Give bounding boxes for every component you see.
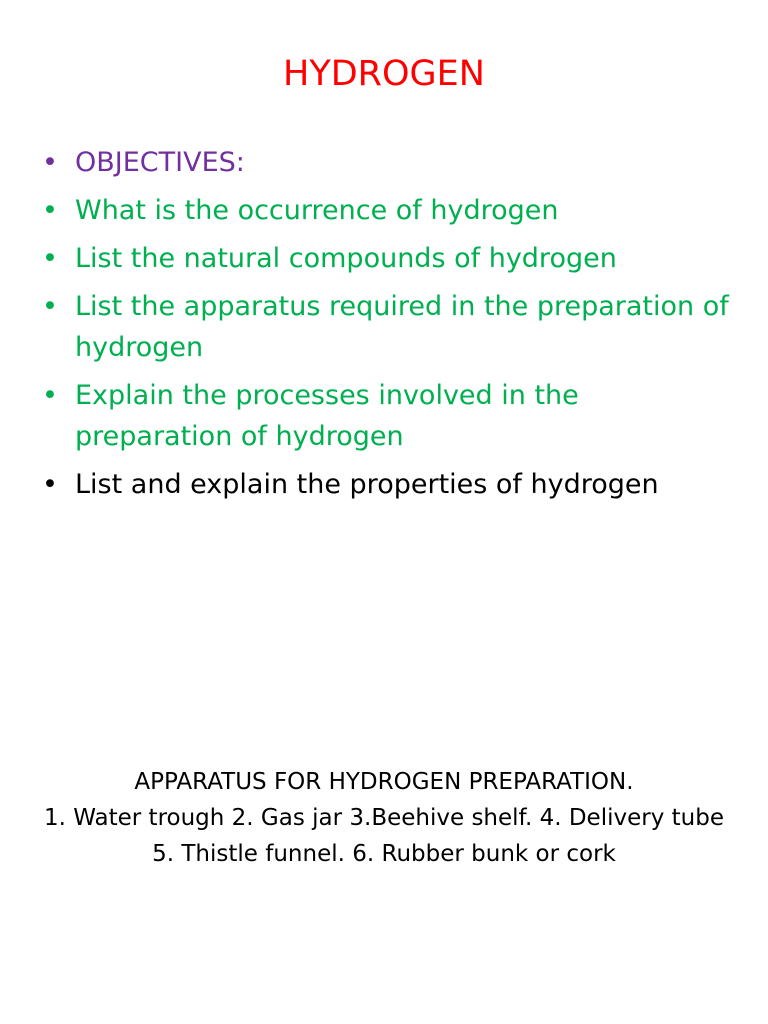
- bullet-icon: •: [42, 469, 58, 500]
- bullet-text: List the apparatus required in the preparation of hydrogen: [75, 291, 729, 363]
- bullet-text: List and explain the properties of hydrogen: [75, 469, 659, 500]
- bullet-text: List the natural compounds of hydrogen: [75, 243, 617, 274]
- bullet-item-compounds: [42, 238, 742, 279]
- slide-title: HYDROGEN: [283, 54, 485, 94]
- bullet-item-objectives: [42, 142, 742, 183]
- apparatus-caption: [40, 764, 728, 872]
- caption-heading: APPARATUS FOR HYDROGEN PREPARATION.: [134, 769, 634, 795]
- bullet-icon: •: [42, 243, 58, 274]
- bullet-item-occurrence: [42, 190, 742, 231]
- bullet-text: Explain the processes involved in the preparation of hydrogen: [75, 380, 579, 452]
- bullet-item-processes: [42, 375, 742, 457]
- bullet-icon: •: [42, 147, 58, 178]
- bullet-item-properties: [42, 464, 742, 505]
- bullet-icon: •: [42, 380, 58, 411]
- bullet-item-apparatus: [42, 286, 742, 368]
- bullet-text: OBJECTIVES:: [75, 147, 245, 178]
- objectives-list: [42, 142, 742, 512]
- bullet-text: What is the occurrence of hydrogen: [75, 195, 559, 226]
- bullet-icon: •: [42, 195, 58, 226]
- caption-body: 1. Water trough 2. Gas jar 3.Beehive shelf. 4. Delivery tube 5. Thistle funnel. 6. Rubber bunk or cork: [44, 805, 724, 867]
- bullet-icon: •: [42, 291, 58, 322]
